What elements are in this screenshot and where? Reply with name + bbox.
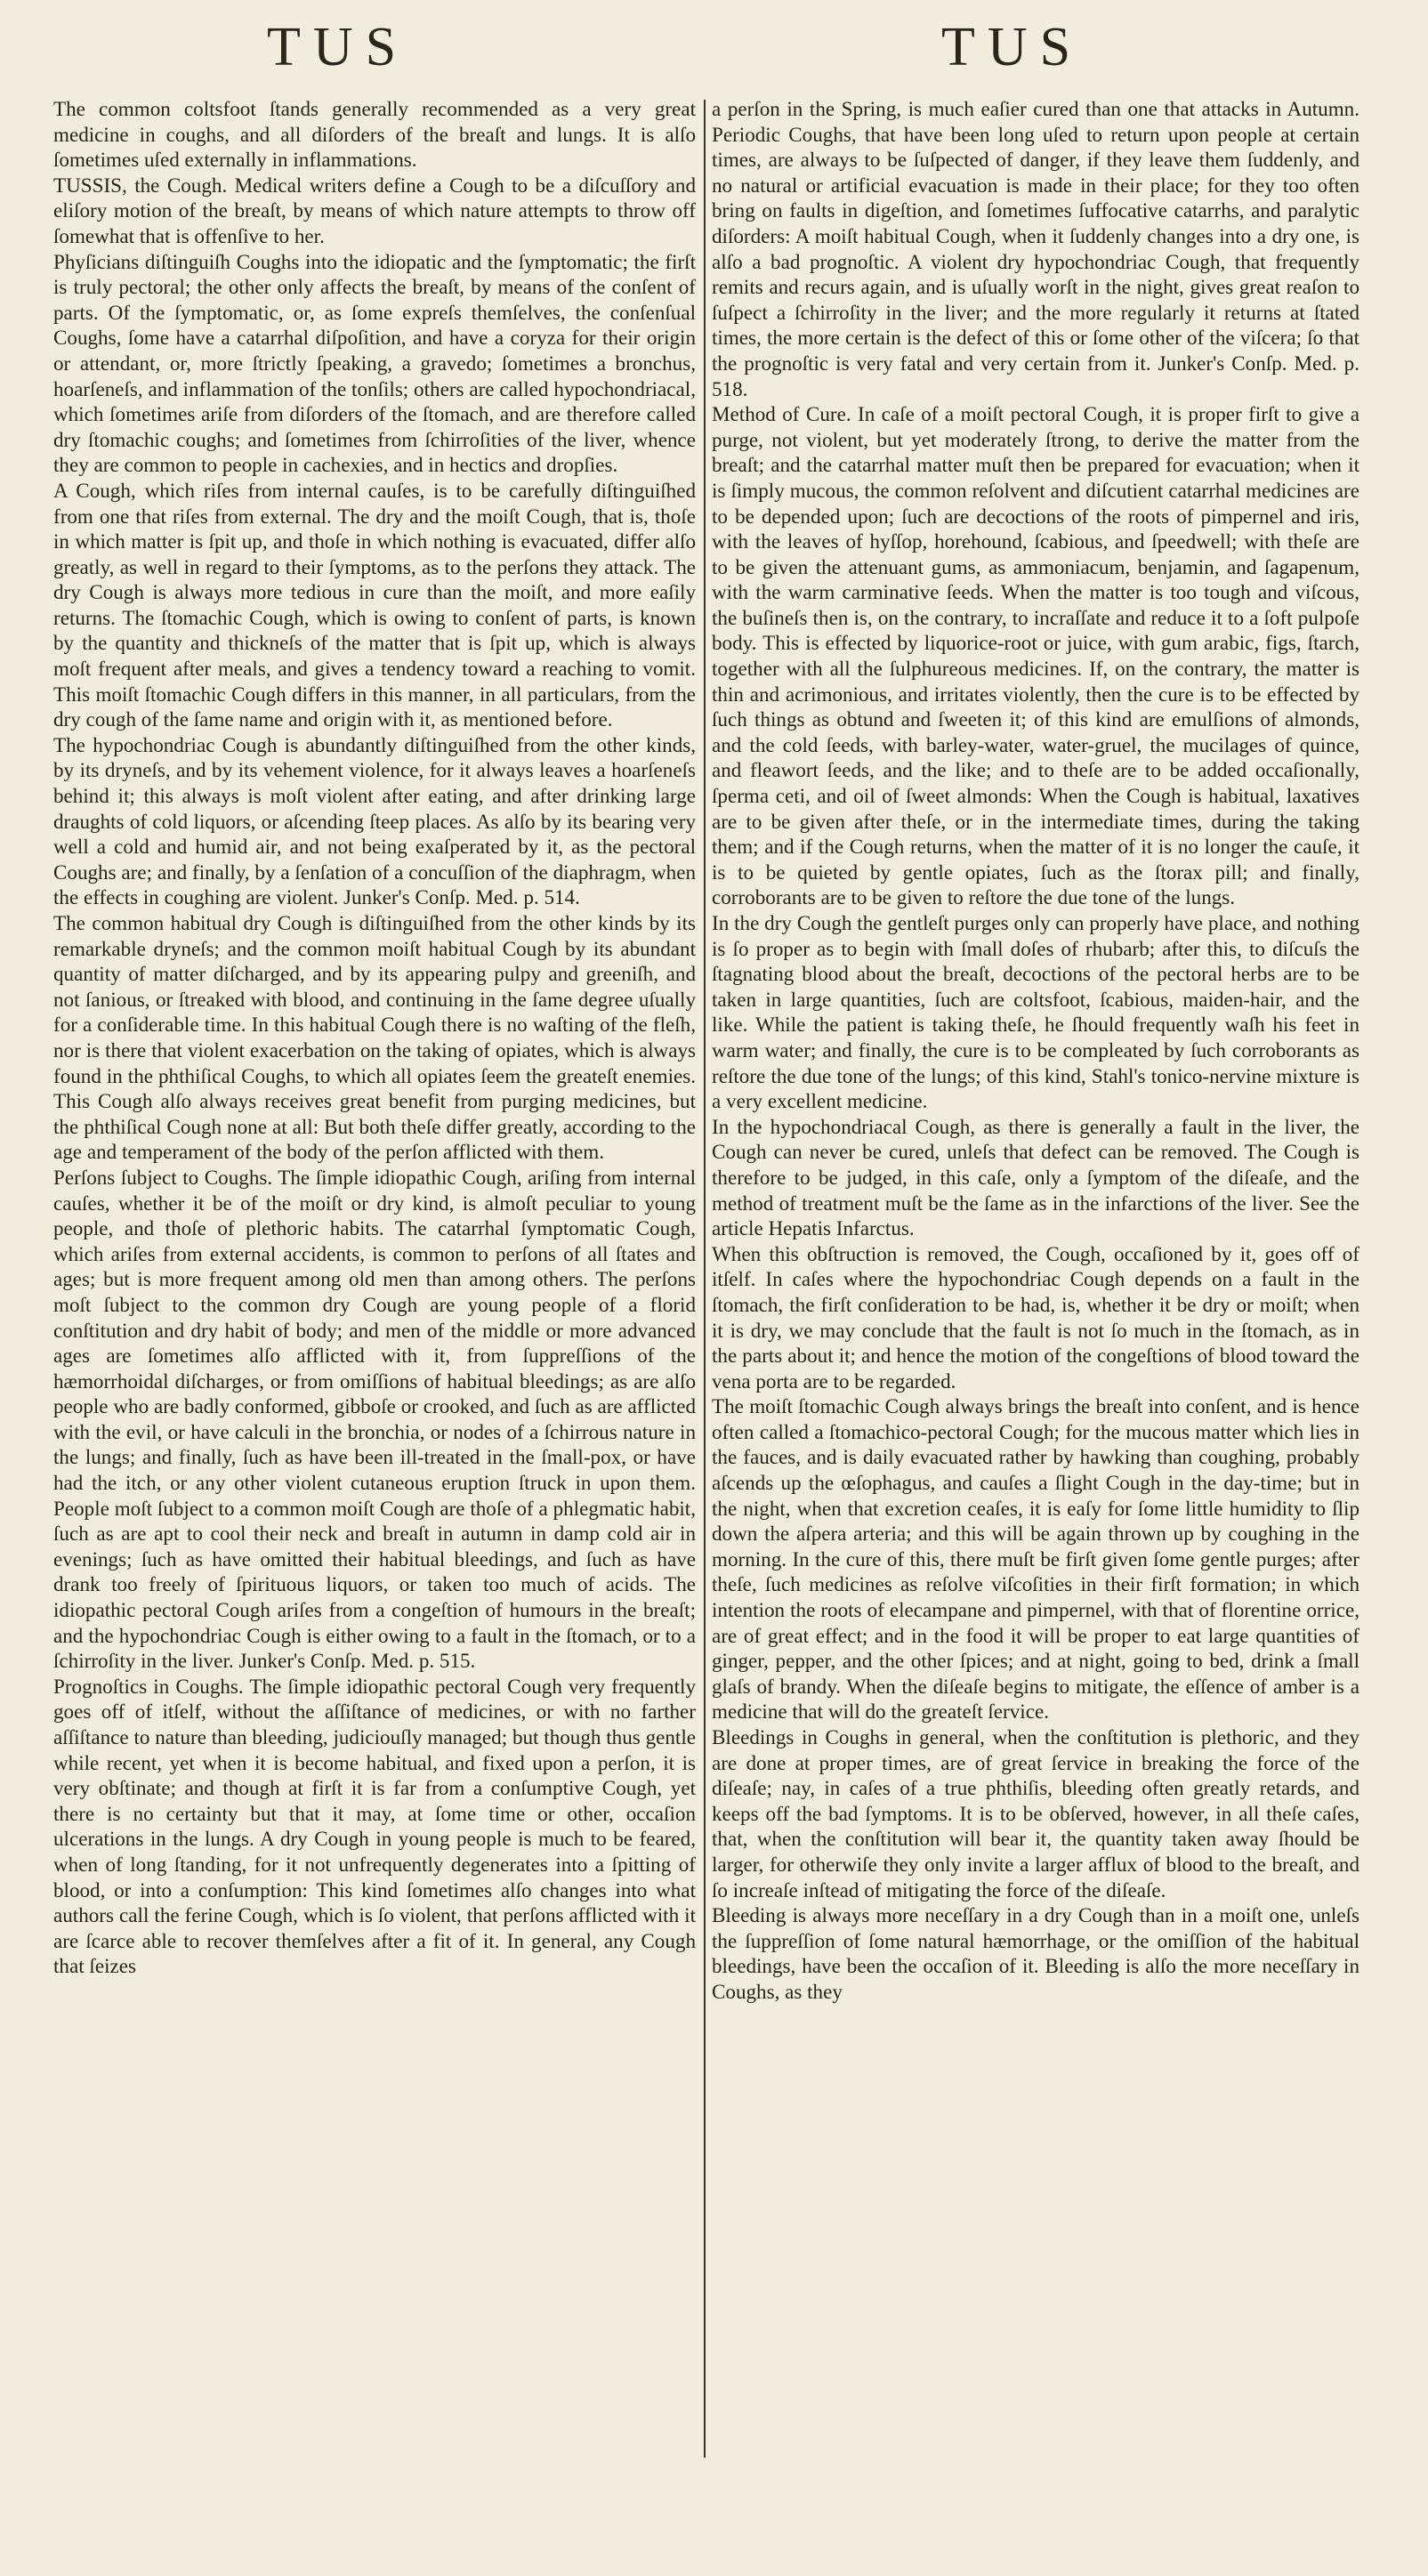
prognostics-paragraph: Prognoſtics in Coughs. The ſimple idiopathic pectoral Cough very frequently goes off of itſelf, without the aſſiſtance of medicines, or with no farther aſſiſtance to nature than bleeding, judiciouſly managed; but though thus gentle while recent, yet when it is become habitual, and fixed upon a perſon, it is very obſtinate; and though at firſt it is far from a conſumptive Cough, yet there is no certainty but that it may, at ſome time or other, occaſion ulcerations in the lungs. A dry Cough in young people is much to be feared, when of long ſtanding, for it not unfrequently degenerates into a ſpitting of blood, or into a conſumption: This kind ſometimes alſo changes into what authors call the ferine Cough, which is ſo violent, that perſons afflicted with it are ſcarce able to recover themſelves after a fit of it. In general, any Cough that ſeizes bbox=[53, 1674, 696, 1978]
method-of-cure-paragraph: Method of Cure. In caſe of a moiſt pectoral Cough, it is proper firſt to give a purge, not violent, but yet moderately ſtrong, to derive the matter from the breaſt; and the catarrhal matter muſt then be prepared for evacuation; when it is ſimply mucous, the common reſolvent and diſcutient catarrhal medicines are to be depended upon; ſuch are decoctions of the roots of pimpernel and iris, with the leaves of hyſſop, horehound, ſcabious, and ſpeedwell; with theſe are to be given the attenuant gums, as ammoniacum, benjamin, and ſagapenum, with the warm carminative ſeeds. When the matter is too tough and viſcous, the buſineſs then is, on the contrary, to incraſſate and reduce it to a ſoft pulpoſe body. This is effected by liquorice-root or juice, with gum arabic, figs, ſtarch, together with all the ſulphureous medicines. If, on the contrary, the matter is thin and acrimonious, and irritates violently, then the cure is to be effected by ſuch things as obtund and ſweeten it; of this kind are emulſions of almonds, and the cold ſeeds, with barley-water, water-gruel, the mucilages of quince, and fleawort ſeeds, and the like; and to theſe are to be added occaſionally, ſperma ceti, and oil of ſweet almonds: When the Cough is habitual, laxatives are to be given after theſe, or in the intermediate times, during the taking them; and if the Cough returns, when the matter of it is no longer the cauſe, it is to be quieted by gentle opiates, ſuch as the ſtorax pill; and finally, corroborants are to be given to reſtore the due tone of the lungs. bbox=[712, 402, 1359, 909]
right-column bbox=[712, 96, 1359, 2561]
hypochondriacal-cure-paragraph: In the hypochondriacal Cough, as there is generally a fault in the liver, the Cough can never be cured, unleſs that defect can be removed. The Cough is therefore to be judged, in this caſe, only a ſymptom of the diſeaſe, and the method of treatment muſt be the ſame as in the infarctions of the liver. See the article Hepatis Infarctus. bbox=[712, 1114, 1359, 1240]
left-running-head: TUS bbox=[267, 17, 409, 77]
coltsfoot-paragraph: The common coltsfoot ſtands generally recommended as a very great medicine in coughs, and all diſorders of the breaſt and lungs. It is alſo ſometimes uſed externally in inflammations. bbox=[53, 97, 696, 172]
internal-external-paragraph: A Cough, which riſes from internal cauſes, is to be carefully diſtinguiſhed from one that riſes from external. The dry and the moiſt Cough, that is, thoſe in which matter is ſpit up, and thoſe in which nothing is evacuated, differ alſo greatly, as well in regard to their ſymptoms, as to the perſons they attack. The dry Cough is always more tedious in cure than the moiſt, and more eaſily returns. The ſtomachic Cough, which is owing to conſent of parts, is known by the quantity and thickneſs of the matter that is ſpit up, which is always moſt frequent after meals, and gives a tendency toward a reaching to vomit. This moiſt ſtomachic Cough differs in this manner, in all particulars, from the dry cough of the ſame name and origin with it, as mentioned before. bbox=[53, 478, 696, 731]
obstruction-removed-paragraph: When this obſtruction is removed, the Cough, occaſioned by it, goes off of itſelf. In caſes where the hypochondriac Cough depends on a fault in the ſtomach, the firſt conſideration to be had, is, whether it be dry or moiſt; when it is dry, we may conclude that the fault is not ſo much in the ſtomach, as in the parts about it; and hence the motion of the congeſtions of blood toward the vena porta are to be regarded. bbox=[712, 1241, 1359, 1393]
column-divider bbox=[704, 100, 706, 2458]
hypochondriac-paragraph: The hypochondriac Cough is abundantly diſtinguiſhed from the other kinds, by its dryneſs, and by its vehement violence, for it always leaves a hoarſeneſs behind it; this always is moſt violent after eating, and after drinking large draughts of cold liquors, or aſcending ſteep places. As alſo by its bearing very well a cold and humid air, and not being exaſperated by it, as the pectoral Coughs are; and finally, by a ſenſation of a concuſſion of the diaphragm, when the effects in coughing are violent. Junker's Conſp. Med. p. 514. bbox=[53, 732, 696, 909]
periodic-coughs-paragraph: a perſon in the Spring, is much eaſier cured than one that attacks in Autumn. Periodic Coughs, that have been long uſed to return upon people at certain times, are always to be ſuſpected of danger, if they leave them ſuddenly, and no natural or artificial evacuation is made in their place; for they too often bring on faults in digeſtion, and ſometimes ſuffocative catarrhs, and paralytic diſorders: A moiſt habitual Cough, when it ſuddenly changes into a dry one, is alſo a bad prognoſtic. A violent dry hypochondriac Cough, that frequently remits and recurs again, and is uſually worſt in the night, gives great reaſon to ſuſpect a ſchirroſity in the liver; and the more regularly it returns at ſtated times, the more certain is the defect of this or ſome other of the viſcera; ſo that the prognoſtic is very fatal and very certain from it. Junker's Conſp. Med. p. 518. bbox=[712, 97, 1359, 400]
right-running-head: TUS bbox=[941, 17, 1084, 77]
bleedings-paragraph: Bleedings in Coughs in general, when the conſtitution is plethoric, and they are done at proper times, are of great ſervice in breaking the force of the diſeaſe; nay, in caſes of a true phthiſis, bleeding often greatly retards, and keeps off the bad ſymptoms. It is to be obſerved, however, in all theſe caſes, that, when the conſtitution will bear it, the quantity taken away ſhould be larger, for otherwiſe they only invite a larger afflux of blood to the breaſt, and ſo increaſe inſtead of mitigating the force of the diſeaſe. bbox=[712, 1725, 1359, 1902]
left-column bbox=[53, 96, 696, 2561]
persons-subject-paragraph: Perſons ſubject to Coughs. The ſimple idiopathic Cough, ariſing from internal cauſes, whether it be of the moiſt or dry kind, is almoſt peculiar to young people, and thoſe of plethoric habits. The catarrhal ſymptomatic Cough, which ariſes from external accidents, is common to perſons of all ſtates and ages; but is more frequent among old men than among others. The perſons moſt ſubject to the common dry Cough are young people of a florid conſtitution and dry habit of body; and men of the middle or more advanced ages are ſometimes alſo afflicted with it, from ſuppreſſions of the hæmorrhoidal diſcharges, or from omiſſions of habitual bleedings; as are alſo people who are badly conformed, gibboſe or crooked, and ſuch as are afflicted with the evil, or have calculi in the bronchia, or nodes of a ſchirrous nature in the lungs; and finally, ſuch as have been ill-treated in the ſmall-pox, or have had the itch, or any other violent cutaneous eruption ſtruck in upon them. People moſt ſubject to a common moiſt Cough are thoſe of a phlegmatic habit, ſuch as are apt to cool their neck and breaſt in autumn in damp cold air in evenings; ſuch as have omitted their habitual bleedings, and ſuch as have drank too freely of ſpirituous liquors, or taken too much of acids. The idiopathic pectoral Cough ariſes from a congeſtion of humours in the breaſt; and the hypochondriac Cough is either owing to a fault in the ſtomach, or to a ſchirroſity in the liver. Junker's Conſp. Med. p. 515. bbox=[53, 1165, 696, 1673]
tussis-entry: TUSSIS, the Cough. Medical writers define a Cough to be a diſcuſſory and eliſory motion of the breaſt, by means of which nature attempts to throw off ſomewhat that is offenſive to her. bbox=[53, 173, 696, 247]
habitual-cough-paragraph: The common habitual dry Cough is diſtinguiſhed from the other kinds by its remarkable dryneſs; and the common moiſt habitual Cough by its abundant quantity of matter diſcharged, and by its appearing pulpy and greeniſh, and not ſanious, or ſtreaked with blood, and continuing in the ſame degree uſually for a conſiderable time. In this habitual Cough there is no waſting of the fleſh, nor is there that violent exacerbation on the taking of opiates, which is always found in the phthiſical Coughs, to which all opiates ſeem the greateſt enemies. This Cough alſo always receives great benefit from purging medicines, but the phthiſical Cough none at all: But both theſe differ greatly, according to the age and temperament of the body of the perſon afflicted with them. bbox=[53, 911, 696, 1164]
dry-cough-cure-paragraph: In the dry Cough the gentleſt purges only can properly have place, and nothing is ſo proper as to begin with ſmall doſes of rhubarb; after this, to diſcuſs the ſtagnating blood about the breaſt, decoctions of the pectoral herbs are to be taken in large quantities, ſuch are coltsfoot, ſcabious, maiden-hair, and the like. While the patient is taking theſe, he ſhould frequently waſh his feet in warm water; and finally, the cure is to be compleated by ſuch corroborants as reſtore the due tone of the lungs; of this kind, Stahl's tonico-nervine mixture is a very excellent medicine. bbox=[712, 911, 1359, 1113]
stomachic-cough-paragraph: The moiſt ſtomachic Cough always brings the breaſt into conſent, and is hence often called a ſtomachico-pectoral Cough; for the mucous matter which lies in the fauces, and is daily evacuated rather by hawking than coughing, probably aſcends up the œſophagus, and cauſes a ſlight Cough in the day-time; but in the night, when that excretion ceaſes, it is eaſy for ſome little humidity to ſlip down the aſpera arteria; and this will be again thrown up by coughing in the morning. In the cure of this, there muſt be firſt given ſome gentle purges; after theſe, ſuch medicines as reſolve viſcoſities in their firſt formation; in which intention the roots of elecampane and pimpernel, with that of florentine orrice, are of great effect; and in the food it will be proper to eat large quantities of ginger, pepper, and the other ſpices; and at night, going to bed, drink a ſmall glaſs of brandy. When the diſeaſe begins to mitigate, the eſſence of amber is a medicine that will do the greateſt ſervice. bbox=[712, 1394, 1359, 1724]
cough-kinds-paragraph: Phyſicians diſtinguiſh Coughs into the idiopatic and the ſymptomatic; the firſt is truly pectoral; the other only affects the breaſt, by means of the conſent of parts. Of the ſymptomatic, or, as ſome expreſs themſelves, the conſenſual Coughs, ſome have a catarrhal diſpoſition, and have a coryza for their origin or attendant, or, more ſtrictly ſpeaking, a gravedo; ſometimes a bronchus, hoarſeneſs, and inflammation of the tonſils; others are called hypochondriacal, which ſometimes ariſe from diſorders of the ſtomach, and are therefore called dry ſtomachic coughs; and ſometimes from ſchirroſities of the liver, whence they are common to people in cachexies, and in hectics and dropſies. bbox=[53, 249, 696, 477]
bleeding-necessary-paragraph: Bleeding is always more neceſſary in a dry Cough than in a moiſt one, unleſs the ſuppreſſion of ſome natural hæmorrhage, or the omiſſion of the habitual bleedings, have been the occaſion of it. Bleeding is alſo the more neceſſary in Coughs, as they bbox=[712, 1903, 1359, 2003]
